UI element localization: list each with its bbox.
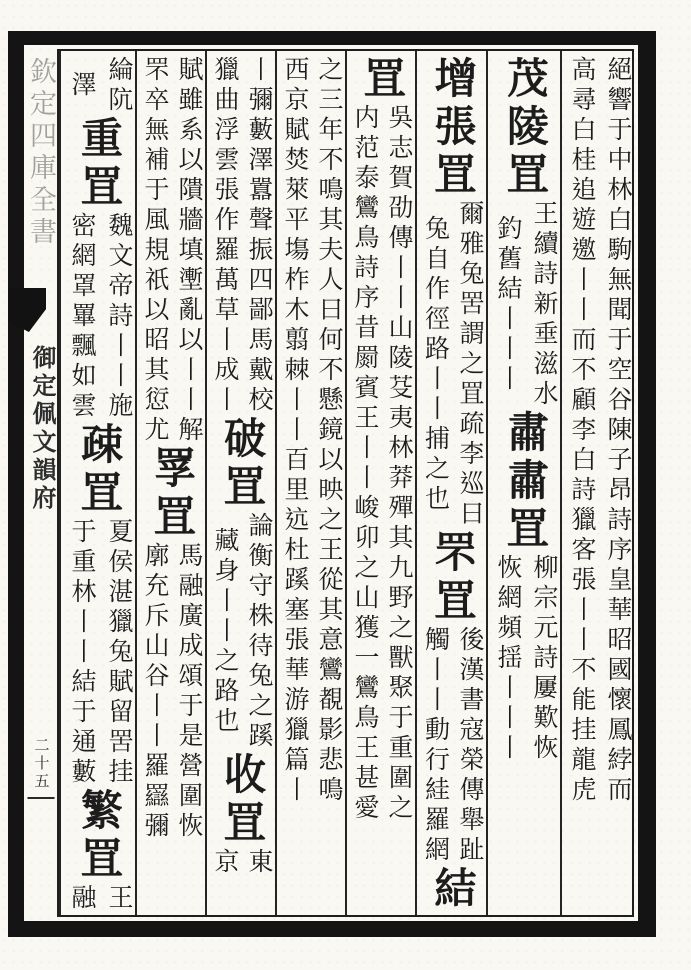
quote-pair [207,56,275,416]
quote-line-right: 絕響于中林白駒無聞于空谷陳子昂詩序皇華昭國懷鳳綍而 [604,56,631,806]
text-column-3 [415,51,486,915]
quote-pair [61,56,135,116]
entry-headword: 收罝 [218,752,264,848]
quote-pair [562,56,634,806]
quote-line-left: 澤 [68,71,95,101]
entry-headword: 結 [428,866,475,914]
entry-headword: 茂陵罝 [501,56,547,200]
quote-line-left: 罘卒無補于風規祇以昭其愆尤 [141,56,168,446]
quote-pair [347,104,415,824]
page-number: 二十五 [32,737,49,791]
quote-pair [488,200,560,410]
entry-headword: 張罝 [428,104,475,200]
quote-line-left: 藏身丨丨之路也 [211,527,238,737]
quote-pair [207,848,275,878]
entry-headword: 破罝 [218,416,264,512]
quote-line-right: 魏文帝詩丨丨施 [105,212,132,422]
text-column-4 [345,51,415,915]
page-number-rule [27,797,54,799]
entry-headword: 繁罝 [75,788,121,884]
quote-line-right: 吳志賀劭傳丨丨山陵芟夷林莽殫其九野之獸聚于重圍之 [385,104,412,824]
quote-line-right: 王 [105,884,132,914]
quote-line-left: 釣舊結丨丨丨 [494,215,521,395]
text-columns [59,51,634,915]
quote-pair [488,554,560,764]
quote-pair [417,200,486,530]
quote-line-left: 獵曲浮雲張作羅萬草丨成丨 [211,56,238,416]
quote-line-left: 觸丨丨動行絓羅網 [421,626,449,866]
text-column-7 [135,51,205,915]
quote-pair [61,518,135,788]
entry-headword: 罝 [358,56,404,104]
entry-headword: 肅肅罝 [501,410,547,554]
fold-margin [24,49,57,917]
book-title: 御定佩文韻府 [28,345,54,513]
collection-title: 欽定四庫全書 [26,57,56,249]
quote-line-left: 廓充斥山谷丨丨羅羉彌 [141,542,168,842]
quote-pair [61,884,135,914]
quote-line-right: 東 [245,848,272,878]
quote-line-right: 柳宗元詩屢歎恢 [530,554,557,764]
quote-line-left: 密網罩罼飄如雲 [68,212,95,422]
quote-line-right: 王續詩新垂滋水 [530,200,557,410]
quote-line-right: 賦雖系以隤牆填壍亂以丨丨解 [175,56,202,446]
text-column-1 [560,51,634,915]
text-column-2 [486,51,560,915]
quote-pair [137,56,205,446]
quote-pair [207,512,275,752]
entry-headword: 罘罝 [428,530,475,626]
quote-line-left: 兔自作徑路丨丨捕之也 [421,215,449,515]
quote-line-right: 綸阬 [105,56,132,116]
entry-headword: 疎罝 [75,422,121,518]
text-column-6 [205,51,275,915]
quote-line-right: 夏侯湛獵兔賦留罟挂 [105,518,132,788]
quote-line-left: 西京賦焚萊平塲柞木翦棘丨丨百里迒杜蹊塞張華游獵篇丨 [281,56,308,806]
entry-headword: 罦罝 [148,446,194,542]
quote-line-right: 馬融廣成頌于是營圍恢 [175,542,202,842]
quote-line-left: 京 [211,848,238,878]
quote-line-right: 丨彌藪澤囂聲振四鄙馬戴校 [245,56,272,416]
text-column-8 [59,51,135,915]
quote-line-left: 于重林丨丨結于通藪 [68,518,95,788]
quote-pair [61,212,135,422]
quote-line-left: 内范泰鸞鳥詩序昔罽賓王丨丨峻卯之山獲一鸞鳥王甚愛 [351,104,378,824]
quote-line-left: 融 [68,884,95,914]
quote-line-left: 高尋白桂追遊邀丨丨而不顧李白詩獵客張丨丨不能挂龍虎 [568,56,595,806]
quote-line-right: 爾雅兔罟謂之罝疏李巡曰 [456,200,483,530]
quote-line-left: 恢網頻揺丨丨丨 [494,554,521,764]
quote-line-right: 之三年不鳴其夫人曰何不懸鏡以映之王從其意鸞覩影悲鳴 [315,56,342,806]
entry-headword: 重罝 [75,116,121,212]
text-column-5 [275,51,345,915]
quote-pair [137,542,205,842]
quote-pair [277,56,345,806]
supplement-marker: 增 [428,56,475,104]
quote-pair [417,626,486,866]
quote-line-right: 論衡守株待兔之蹊 [245,512,272,752]
quote-line-right: 後漢書寇榮傳舉趾 [456,626,483,866]
